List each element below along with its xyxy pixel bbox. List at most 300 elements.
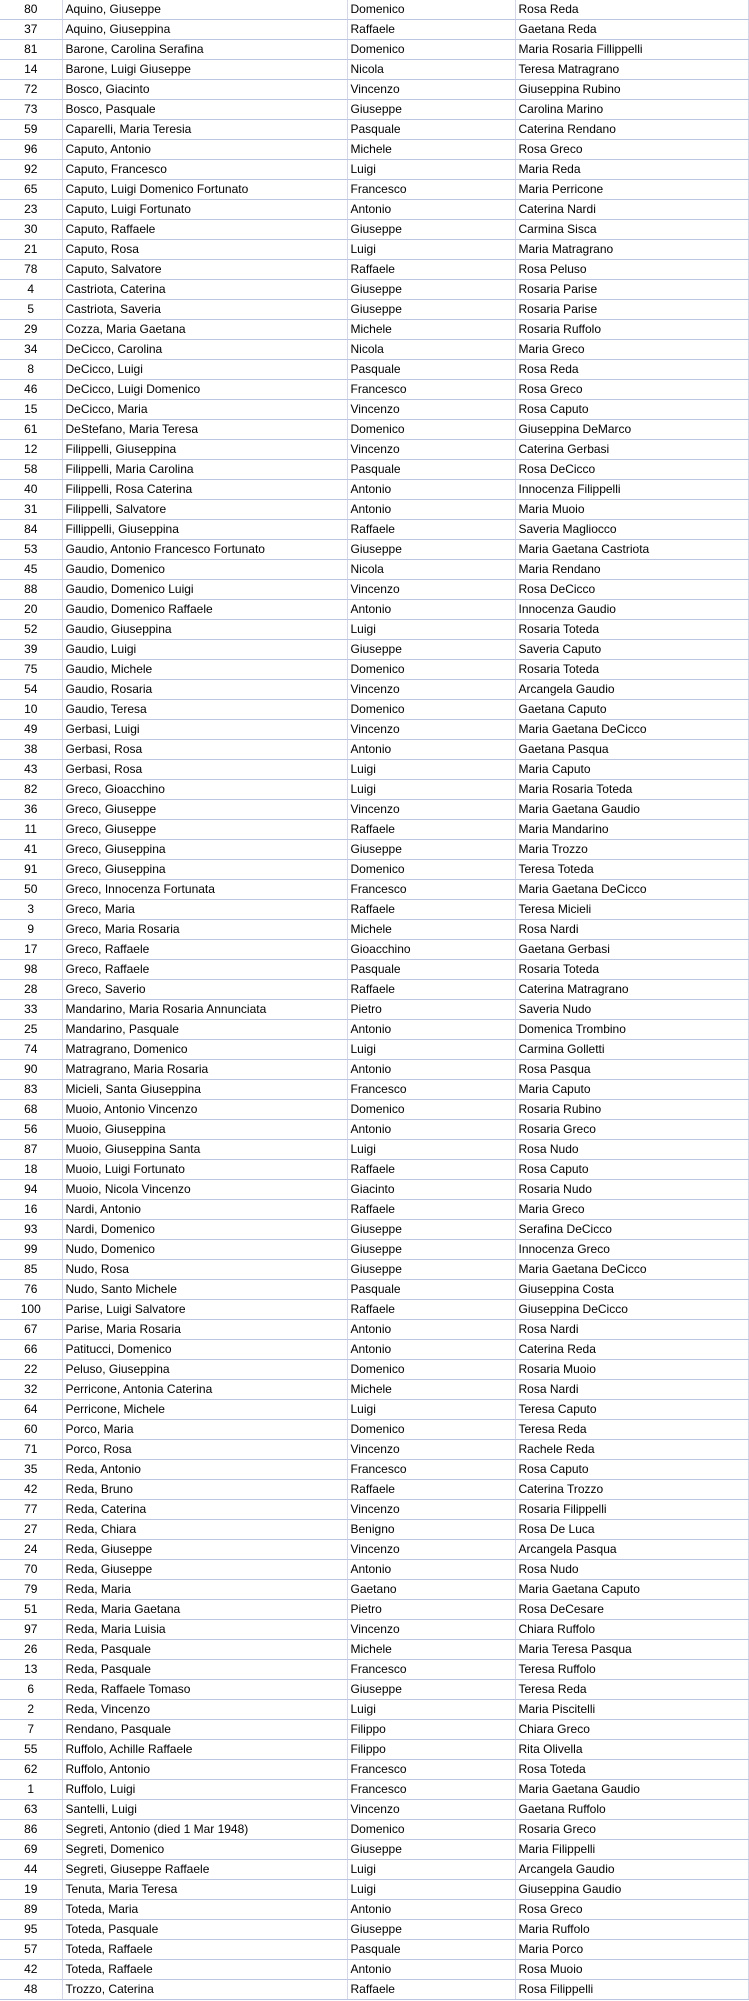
person-name-cell[interactable]: Gaudio, Giuseppina xyxy=(62,620,347,640)
record-id-cell[interactable]: 83 xyxy=(0,1080,62,1100)
record-id-cell[interactable]: 38 xyxy=(0,740,62,760)
record-id-cell[interactable]: 5 xyxy=(0,300,62,320)
father-name-cell[interactable]: Michele xyxy=(347,140,515,160)
father-name-cell[interactable]: Raffaele xyxy=(347,260,515,280)
mother-name-cell[interactable]: Maria Caputo xyxy=(515,760,748,780)
mother-name-cell[interactable]: Teresa Micieli xyxy=(515,900,748,920)
person-name-cell[interactable]: Reda, Caterina xyxy=(62,1500,347,1520)
father-name-cell[interactable]: Vincenzo xyxy=(347,400,515,420)
person-name-cell[interactable]: Cozza, Maria Gaetana xyxy=(62,320,347,340)
mother-name-cell[interactable]: Maria Filippelli xyxy=(515,1840,748,1860)
father-name-cell[interactable]: Francesco xyxy=(347,380,515,400)
person-name-cell[interactable]: Matragrano, Domenico xyxy=(62,1040,347,1060)
father-name-cell[interactable]: Giuseppe xyxy=(347,1240,515,1260)
person-name-cell[interactable]: Porco, Rosa xyxy=(62,1440,347,1460)
record-id-cell[interactable]: 57 xyxy=(0,1940,62,1960)
record-id-cell[interactable]: 30 xyxy=(0,220,62,240)
record-id-cell[interactable]: 67 xyxy=(0,1320,62,1340)
person-name-cell[interactable]: Reda, Maria Luisia xyxy=(62,1620,347,1640)
mother-name-cell[interactable]: Caterina Gerbasi xyxy=(515,440,748,460)
mother-name-cell[interactable]: Rosa DeCicco xyxy=(515,460,748,480)
father-name-cell[interactable]: Giuseppe xyxy=(347,280,515,300)
record-id-cell[interactable]: 48 xyxy=(0,1980,62,2000)
record-id-cell[interactable]: 96 xyxy=(0,140,62,160)
mother-name-cell[interactable]: Rosaria Toteda xyxy=(515,960,748,980)
mother-name-cell[interactable]: Innocenza Gaudio xyxy=(515,600,748,620)
father-name-cell[interactable]: Luigi xyxy=(347,620,515,640)
father-name-cell[interactable]: Antonio xyxy=(347,1120,515,1140)
mother-name-cell[interactable]: Maria Reda xyxy=(515,160,748,180)
record-id-cell[interactable]: 25 xyxy=(0,1020,62,1040)
person-name-cell[interactable]: Filippelli, Maria Carolina xyxy=(62,460,347,480)
person-name-cell[interactable]: Bosco, Giacinto xyxy=(62,80,347,100)
mother-name-cell[interactable]: Teresa Reda xyxy=(515,1420,748,1440)
father-name-cell[interactable]: Vincenzo xyxy=(347,720,515,740)
father-name-cell[interactable]: Pasquale xyxy=(347,1280,515,1300)
record-id-cell[interactable]: 4 xyxy=(0,280,62,300)
person-name-cell[interactable]: Aquino, Giuseppe xyxy=(62,0,347,20)
mother-name-cell[interactable]: Rosa Greco xyxy=(515,140,748,160)
person-name-cell[interactable]: Caputo, Francesco xyxy=(62,160,347,180)
father-name-cell[interactable]: Pasquale xyxy=(347,120,515,140)
person-name-cell[interactable]: Toteda, Raffaele xyxy=(62,1960,347,1980)
person-name-cell[interactable]: Gerbasi, Rosa xyxy=(62,740,347,760)
mother-name-cell[interactable]: Rosa Nardi xyxy=(515,1380,748,1400)
record-id-cell[interactable]: 1 xyxy=(0,1780,62,1800)
mother-name-cell[interactable]: Maria Rosaria Fillippelli xyxy=(515,40,748,60)
person-name-cell[interactable]: Greco, Giuseppina xyxy=(62,840,347,860)
person-name-cell[interactable]: Gaudio, Domenico Raffaele xyxy=(62,600,347,620)
record-id-cell[interactable]: 2 xyxy=(0,1700,62,1720)
record-id-cell[interactable]: 94 xyxy=(0,1180,62,1200)
father-name-cell[interactable]: Gaetano xyxy=(347,1580,515,1600)
mother-name-cell[interactable]: Domenica Trombino xyxy=(515,1020,748,1040)
father-name-cell[interactable]: Vincenzo xyxy=(347,680,515,700)
mother-name-cell[interactable]: Rosa Greco xyxy=(515,380,748,400)
record-id-cell[interactable]: 88 xyxy=(0,580,62,600)
person-name-cell[interactable]: Gerbasi, Rosa xyxy=(62,760,347,780)
father-name-cell[interactable]: Raffaele xyxy=(347,820,515,840)
mother-name-cell[interactable]: Rosaria Nudo xyxy=(515,1180,748,1200)
record-id-cell[interactable]: 19 xyxy=(0,1880,62,1900)
person-name-cell[interactable]: Gaudio, Luigi xyxy=(62,640,347,660)
person-name-cell[interactable]: Gaudio, Antonio Francesco Fortunato xyxy=(62,540,347,560)
person-name-cell[interactable]: Reda, Bruno xyxy=(62,1480,347,1500)
record-id-cell[interactable]: 9 xyxy=(0,920,62,940)
person-name-cell[interactable]: Greco, Maria xyxy=(62,900,347,920)
father-name-cell[interactable]: Filippo xyxy=(347,1740,515,1760)
person-name-cell[interactable]: Caparelli, Maria Teresia xyxy=(62,120,347,140)
father-name-cell[interactable]: Vincenzo xyxy=(347,1500,515,1520)
mother-name-cell[interactable]: Chiara Ruffolo xyxy=(515,1620,748,1640)
record-id-cell[interactable]: 34 xyxy=(0,340,62,360)
person-name-cell[interactable]: Toteda, Pasquale xyxy=(62,1920,347,1940)
mother-name-cell[interactable]: Caterina Reda xyxy=(515,1340,748,1360)
person-name-cell[interactable]: Micieli, Santa Giuseppina xyxy=(62,1080,347,1100)
mother-name-cell[interactable]: Rosa Pasqua xyxy=(515,1060,748,1080)
mother-name-cell[interactable]: Carmina Sisca xyxy=(515,220,748,240)
record-id-cell[interactable]: 26 xyxy=(0,1640,62,1660)
record-id-cell[interactable]: 59 xyxy=(0,120,62,140)
mother-name-cell[interactable]: Saveria Nudo xyxy=(515,1000,748,1020)
person-name-cell[interactable]: Aquino, Giuseppina xyxy=(62,20,347,40)
record-id-cell[interactable]: 33 xyxy=(0,1000,62,1020)
record-id-cell[interactable]: 28 xyxy=(0,980,62,1000)
father-name-cell[interactable]: Luigi xyxy=(347,240,515,260)
person-name-cell[interactable]: Caputo, Luigi Domenico Fortunato xyxy=(62,180,347,200)
person-name-cell[interactable]: Muoio, Nicola Vincenzo xyxy=(62,1180,347,1200)
mother-name-cell[interactable]: Maria Rosaria Toteda xyxy=(515,780,748,800)
record-id-cell[interactable]: 31 xyxy=(0,500,62,520)
mother-name-cell[interactable]: Rosa Nudo xyxy=(515,1140,748,1160)
mother-name-cell[interactable]: Rosa Reda xyxy=(515,0,748,20)
mother-name-cell[interactable]: Maria Greco xyxy=(515,340,748,360)
father-name-cell[interactable]: Domenico xyxy=(347,1100,515,1120)
father-name-cell[interactable]: Antonio xyxy=(347,1020,515,1040)
record-id-cell[interactable]: 51 xyxy=(0,1600,62,1620)
father-name-cell[interactable]: Francesco xyxy=(347,1460,515,1480)
person-name-cell[interactable]: Ruffolo, Antonio xyxy=(62,1760,347,1780)
record-id-cell[interactable]: 77 xyxy=(0,1500,62,1520)
record-id-cell[interactable]: 64 xyxy=(0,1400,62,1420)
record-id-cell[interactable]: 86 xyxy=(0,1820,62,1840)
person-name-cell[interactable]: Filippelli, Salvatore xyxy=(62,500,347,520)
father-name-cell[interactable]: Raffaele xyxy=(347,1480,515,1500)
father-name-cell[interactable]: Michele xyxy=(347,920,515,940)
father-name-cell[interactable]: Giacinto xyxy=(347,1180,515,1200)
person-name-cell[interactable]: Gaudio, Domenico xyxy=(62,560,347,580)
mother-name-cell[interactable]: Rosa Muoio xyxy=(515,1960,748,1980)
mother-name-cell[interactable]: Giuseppina Gaudio xyxy=(515,1880,748,1900)
father-name-cell[interactable]: Francesco xyxy=(347,180,515,200)
person-name-cell[interactable]: Nudo, Santo Michele xyxy=(62,1280,347,1300)
record-id-cell[interactable]: 54 xyxy=(0,680,62,700)
mother-name-cell[interactable]: Rosa Filippelli xyxy=(515,1980,748,2000)
father-name-cell[interactable]: Antonio xyxy=(347,480,515,500)
father-name-cell[interactable]: Luigi xyxy=(347,1400,515,1420)
father-name-cell[interactable]: Francesco xyxy=(347,880,515,900)
father-name-cell[interactable]: Raffaele xyxy=(347,1300,515,1320)
person-name-cell[interactable]: Tenuta, Maria Teresa xyxy=(62,1880,347,1900)
record-id-cell[interactable]: 11 xyxy=(0,820,62,840)
person-name-cell[interactable]: Reda, Vincenzo xyxy=(62,1700,347,1720)
father-name-cell[interactable]: Antonio xyxy=(347,1340,515,1360)
record-id-cell[interactable]: 84 xyxy=(0,520,62,540)
record-id-cell[interactable]: 12 xyxy=(0,440,62,460)
mother-name-cell[interactable]: Caterina Nardi xyxy=(515,200,748,220)
person-name-cell[interactable]: Ruffolo, Luigi xyxy=(62,1780,347,1800)
record-id-cell[interactable]: 68 xyxy=(0,1100,62,1120)
person-name-cell[interactable]: Muoio, Giuseppina Santa xyxy=(62,1140,347,1160)
father-name-cell[interactable]: Domenico xyxy=(347,1360,515,1380)
record-id-cell[interactable]: 73 xyxy=(0,100,62,120)
person-name-cell[interactable]: Reda, Maria xyxy=(62,1580,347,1600)
record-id-cell[interactable]: 41 xyxy=(0,840,62,860)
person-name-cell[interactable]: Greco, Saverio xyxy=(62,980,347,1000)
father-name-cell[interactable]: Michele xyxy=(347,320,515,340)
person-name-cell[interactable]: Filippelli, Rosa Caterina xyxy=(62,480,347,500)
person-name-cell[interactable]: Mandarino, Pasquale xyxy=(62,1020,347,1040)
person-name-cell[interactable]: Segreti, Antonio (died 1 Mar 1948) xyxy=(62,1820,347,1840)
father-name-cell[interactable]: Francesco xyxy=(347,1760,515,1780)
father-name-cell[interactable]: Antonio xyxy=(347,1900,515,1920)
father-name-cell[interactable]: Raffaele xyxy=(347,520,515,540)
record-id-cell[interactable]: 76 xyxy=(0,1280,62,1300)
father-name-cell[interactable]: Antonio xyxy=(347,1960,515,1980)
person-name-cell[interactable]: Perricone, Antonia Caterina xyxy=(62,1380,347,1400)
person-name-cell[interactable]: Muoio, Giuseppina xyxy=(62,1120,347,1140)
person-name-cell[interactable]: Gaudio, Teresa xyxy=(62,700,347,720)
person-name-cell[interactable]: Nudo, Domenico xyxy=(62,1240,347,1260)
record-id-cell[interactable]: 97 xyxy=(0,1620,62,1640)
father-name-cell[interactable]: Francesco xyxy=(347,1780,515,1800)
father-name-cell[interactable]: Giuseppe xyxy=(347,300,515,320)
person-name-cell[interactable]: Nardi, Domenico xyxy=(62,1220,347,1240)
person-name-cell[interactable]: Reda, Maria Gaetana xyxy=(62,1600,347,1620)
person-name-cell[interactable]: Segreti, Domenico xyxy=(62,1840,347,1860)
person-name-cell[interactable]: Caputo, Rosa xyxy=(62,240,347,260)
mother-name-cell[interactable]: Serafina DeCicco xyxy=(515,1220,748,1240)
person-name-cell[interactable]: Greco, Raffaele xyxy=(62,960,347,980)
father-name-cell[interactable]: Vincenzo xyxy=(347,80,515,100)
mother-name-cell[interactable]: Rosa Greco xyxy=(515,1900,748,1920)
record-id-cell[interactable]: 44 xyxy=(0,1860,62,1880)
record-id-cell[interactable]: 22 xyxy=(0,1360,62,1380)
father-name-cell[interactable]: Vincenzo xyxy=(347,1540,515,1560)
person-name-cell[interactable]: Caputo, Luigi Fortunato xyxy=(62,200,347,220)
mother-name-cell[interactable]: Giuseppina Rubino xyxy=(515,80,748,100)
record-id-cell[interactable]: 87 xyxy=(0,1140,62,1160)
person-name-cell[interactable]: Fillippelli, Giuseppina xyxy=(62,520,347,540)
mother-name-cell[interactable]: Maria Gaetana DeCicco xyxy=(515,720,748,740)
record-id-cell[interactable]: 49 xyxy=(0,720,62,740)
mother-name-cell[interactable]: Gaetana Ruffolo xyxy=(515,1800,748,1820)
father-name-cell[interactable]: Raffaele xyxy=(347,1980,515,2000)
person-name-cell[interactable]: Rendano, Pasquale xyxy=(62,1720,347,1740)
record-id-cell[interactable]: 99 xyxy=(0,1240,62,1260)
person-name-cell[interactable]: Peluso, Giuseppina xyxy=(62,1360,347,1380)
person-name-cell[interactable]: Toteda, Maria xyxy=(62,1900,347,1920)
father-name-cell[interactable]: Raffaele xyxy=(347,1200,515,1220)
father-name-cell[interactable]: Giuseppe xyxy=(347,1920,515,1940)
mother-name-cell[interactable]: Arcangela Gaudio xyxy=(515,1860,748,1880)
father-name-cell[interactable]: Giuseppe xyxy=(347,1840,515,1860)
record-id-cell[interactable]: 36 xyxy=(0,800,62,820)
person-name-cell[interactable]: Parise, Maria Rosaria xyxy=(62,1320,347,1340)
mother-name-cell[interactable]: Maria Muoio xyxy=(515,500,748,520)
father-name-cell[interactable]: Domenico xyxy=(347,0,515,20)
person-name-cell[interactable]: Greco, Innocenza Fortunata xyxy=(62,880,347,900)
father-name-cell[interactable]: Domenico xyxy=(347,40,515,60)
person-name-cell[interactable]: Barone, Carolina Serafina xyxy=(62,40,347,60)
mother-name-cell[interactable]: Maria Ruffolo xyxy=(515,1920,748,1940)
person-name-cell[interactable]: DeCicco, Luigi Domenico xyxy=(62,380,347,400)
record-id-cell[interactable]: 29 xyxy=(0,320,62,340)
father-name-cell[interactable]: Domenico xyxy=(347,1820,515,1840)
record-id-cell[interactable]: 53 xyxy=(0,540,62,560)
record-id-cell[interactable]: 40 xyxy=(0,480,62,500)
person-name-cell[interactable]: Nudo, Rosa xyxy=(62,1260,347,1280)
record-id-cell[interactable]: 13 xyxy=(0,1660,62,1680)
person-name-cell[interactable]: Gaudio, Rosaria xyxy=(62,680,347,700)
mother-name-cell[interactable]: Rosaria Toteda xyxy=(515,660,748,680)
mother-name-cell[interactable]: Rosaria Parise xyxy=(515,280,748,300)
record-id-cell[interactable]: 89 xyxy=(0,1900,62,1920)
record-id-cell[interactable]: 20 xyxy=(0,600,62,620)
father-name-cell[interactable]: Michele xyxy=(347,1640,515,1660)
record-id-cell[interactable]: 27 xyxy=(0,1520,62,1540)
mother-name-cell[interactable]: Rosaria Ruffolo xyxy=(515,320,748,340)
person-name-cell[interactable]: DeStefano, Maria Teresa xyxy=(62,420,347,440)
father-name-cell[interactable]: Giuseppe xyxy=(347,640,515,660)
record-id-cell[interactable]: 18 xyxy=(0,1160,62,1180)
father-name-cell[interactable]: Pasquale xyxy=(347,360,515,380)
record-id-cell[interactable]: 72 xyxy=(0,80,62,100)
father-name-cell[interactable]: Luigi xyxy=(347,1860,515,1880)
mother-name-cell[interactable]: Rosaria Parise xyxy=(515,300,748,320)
father-name-cell[interactable]: Vincenzo xyxy=(347,1800,515,1820)
father-name-cell[interactable]: Giuseppe xyxy=(347,840,515,860)
mother-name-cell[interactable]: Rosa Nardi xyxy=(515,1320,748,1340)
father-name-cell[interactable]: Giuseppe xyxy=(347,100,515,120)
mother-name-cell[interactable]: Rosa Caputo xyxy=(515,400,748,420)
person-name-cell[interactable]: Filippelli, Giuseppina xyxy=(62,440,347,460)
person-name-cell[interactable]: Greco, Giuseppina xyxy=(62,860,347,880)
father-name-cell[interactable]: Luigi xyxy=(347,1040,515,1060)
mother-name-cell[interactable]: Rita Olivella xyxy=(515,1740,748,1760)
record-id-cell[interactable]: 65 xyxy=(0,180,62,200)
mother-name-cell[interactable]: Maria Greco xyxy=(515,1200,748,1220)
person-name-cell[interactable]: DeCicco, Luigi xyxy=(62,360,347,380)
mother-name-cell[interactable]: Innocenza Filippelli xyxy=(515,480,748,500)
mother-name-cell[interactable]: Maria Rendano xyxy=(515,560,748,580)
record-id-cell[interactable]: 69 xyxy=(0,1840,62,1860)
record-id-cell[interactable]: 16 xyxy=(0,1200,62,1220)
person-name-cell[interactable]: Reda, Antonio xyxy=(62,1460,347,1480)
mother-name-cell[interactable]: Carolina Marino xyxy=(515,100,748,120)
record-id-cell[interactable]: 3 xyxy=(0,900,62,920)
mother-name-cell[interactable]: Caterina Trozzo xyxy=(515,1480,748,1500)
mother-name-cell[interactable]: Rosa Toteda xyxy=(515,1760,748,1780)
person-name-cell[interactable]: Reda, Chiara xyxy=(62,1520,347,1540)
father-name-cell[interactable]: Luigi xyxy=(347,160,515,180)
record-id-cell[interactable]: 21 xyxy=(0,240,62,260)
person-name-cell[interactable]: Reda, Raffaele Tomaso xyxy=(62,1680,347,1700)
father-name-cell[interactable]: Luigi xyxy=(347,1140,515,1160)
mother-name-cell[interactable]: Gaetana Gerbasi xyxy=(515,940,748,960)
record-id-cell[interactable]: 23 xyxy=(0,200,62,220)
person-name-cell[interactable]: Perricone, Michele xyxy=(62,1400,347,1420)
mother-name-cell[interactable]: Rosa Nudo xyxy=(515,1560,748,1580)
person-name-cell[interactable]: Ruffolo, Achille Raffaele xyxy=(62,1740,347,1760)
person-name-cell[interactable]: Reda, Giuseppe xyxy=(62,1540,347,1560)
father-name-cell[interactable]: Luigi xyxy=(347,760,515,780)
father-name-cell[interactable]: Benigno xyxy=(347,1520,515,1540)
record-id-cell[interactable]: 56 xyxy=(0,1120,62,1140)
person-name-cell[interactable]: Gaudio, Michele xyxy=(62,660,347,680)
person-name-cell[interactable]: Greco, Raffaele xyxy=(62,940,347,960)
person-name-cell[interactable]: Porco, Maria xyxy=(62,1420,347,1440)
father-name-cell[interactable]: Domenico xyxy=(347,1420,515,1440)
father-name-cell[interactable]: Vincenzo xyxy=(347,800,515,820)
father-name-cell[interactable]: Vincenzo xyxy=(347,1440,515,1460)
mother-name-cell[interactable]: Rachele Reda xyxy=(515,1440,748,1460)
mother-name-cell[interactable]: Teresa Toteda xyxy=(515,860,748,880)
person-name-cell[interactable]: DeCicco, Maria xyxy=(62,400,347,420)
person-name-cell[interactable]: Muoio, Luigi Fortunato xyxy=(62,1160,347,1180)
record-id-cell[interactable]: 37 xyxy=(0,20,62,40)
record-id-cell[interactable]: 92 xyxy=(0,160,62,180)
person-name-cell[interactable]: Bosco, Pasquale xyxy=(62,100,347,120)
father-name-cell[interactable]: Domenico xyxy=(347,420,515,440)
record-id-cell[interactable]: 75 xyxy=(0,660,62,680)
father-name-cell[interactable]: Luigi xyxy=(347,780,515,800)
person-name-cell[interactable]: Muoio, Antonio Vincenzo xyxy=(62,1100,347,1120)
record-id-cell[interactable]: 78 xyxy=(0,260,62,280)
father-name-cell[interactable]: Antonio xyxy=(347,1320,515,1340)
mother-name-cell[interactable]: Rosaria Filippelli xyxy=(515,1500,748,1520)
mother-name-cell[interactable]: Maria Mandarino xyxy=(515,820,748,840)
record-id-cell[interactable]: 42 xyxy=(0,1960,62,1980)
mother-name-cell[interactable]: Rosaria Rubino xyxy=(515,1100,748,1120)
father-name-cell[interactable]: Vincenzo xyxy=(347,580,515,600)
father-name-cell[interactable]: Pasquale xyxy=(347,1940,515,1960)
mother-name-cell[interactable]: Rosa Caputo xyxy=(515,1160,748,1180)
person-name-cell[interactable]: Trozzo, Caterina xyxy=(62,1980,347,2000)
record-id-cell[interactable]: 35 xyxy=(0,1460,62,1480)
person-name-cell[interactable]: Reda, Giuseppe xyxy=(62,1560,347,1580)
father-name-cell[interactable]: Raffaele xyxy=(347,1160,515,1180)
record-id-cell[interactable]: 55 xyxy=(0,1740,62,1760)
mother-name-cell[interactable]: Giuseppina DeMarco xyxy=(515,420,748,440)
mother-name-cell[interactable]: Rosa Reda xyxy=(515,360,748,380)
mother-name-cell[interactable]: Innocenza Greco xyxy=(515,1240,748,1260)
father-name-cell[interactable]: Giuseppe xyxy=(347,1220,515,1240)
father-name-cell[interactable]: Nicola xyxy=(347,340,515,360)
person-name-cell[interactable]: DeCicco, Carolina xyxy=(62,340,347,360)
mother-name-cell[interactable]: Caterina Rendano xyxy=(515,120,748,140)
father-name-cell[interactable]: Raffaele xyxy=(347,20,515,40)
father-name-cell[interactable]: Antonio xyxy=(347,200,515,220)
mother-name-cell[interactable]: Saveria Magliocco xyxy=(515,520,748,540)
record-id-cell[interactable]: 39 xyxy=(0,640,62,660)
record-id-cell[interactable]: 93 xyxy=(0,1220,62,1240)
mother-name-cell[interactable]: Arcangela Pasqua xyxy=(515,1540,748,1560)
mother-name-cell[interactable]: Giuseppina Costa xyxy=(515,1280,748,1300)
record-id-cell[interactable]: 70 xyxy=(0,1560,62,1580)
father-name-cell[interactable]: Raffaele xyxy=(347,900,515,920)
father-name-cell[interactable]: Gioacchino xyxy=(347,940,515,960)
mother-name-cell[interactable]: Giuseppina DeCicco xyxy=(515,1300,748,1320)
mother-name-cell[interactable]: Maria Piscitelli xyxy=(515,1700,748,1720)
record-id-cell[interactable]: 61 xyxy=(0,420,62,440)
person-name-cell[interactable]: Greco, Giuseppe xyxy=(62,800,347,820)
person-name-cell[interactable]: Caputo, Salvatore xyxy=(62,260,347,280)
mother-name-cell[interactable]: Teresa Ruffolo xyxy=(515,1660,748,1680)
mother-name-cell[interactable]: Rosaria Greco xyxy=(515,1820,748,1840)
record-id-cell[interactable]: 66 xyxy=(0,1340,62,1360)
mother-name-cell[interactable]: Teresa Reda xyxy=(515,1680,748,1700)
mother-name-cell[interactable]: Maria Gaetana Gaudio xyxy=(515,1780,748,1800)
father-name-cell[interactable]: Domenico xyxy=(347,860,515,880)
father-name-cell[interactable]: Luigi xyxy=(347,1700,515,1720)
father-name-cell[interactable]: Vincenzo xyxy=(347,440,515,460)
person-name-cell[interactable]: Parise, Luigi Salvatore xyxy=(62,1300,347,1320)
mother-name-cell[interactable]: Gaetana Reda xyxy=(515,20,748,40)
father-name-cell[interactable]: Nicola xyxy=(347,60,515,80)
father-name-cell[interactable]: Pasquale xyxy=(347,960,515,980)
person-name-cell[interactable]: Reda, Pasquale xyxy=(62,1660,347,1680)
